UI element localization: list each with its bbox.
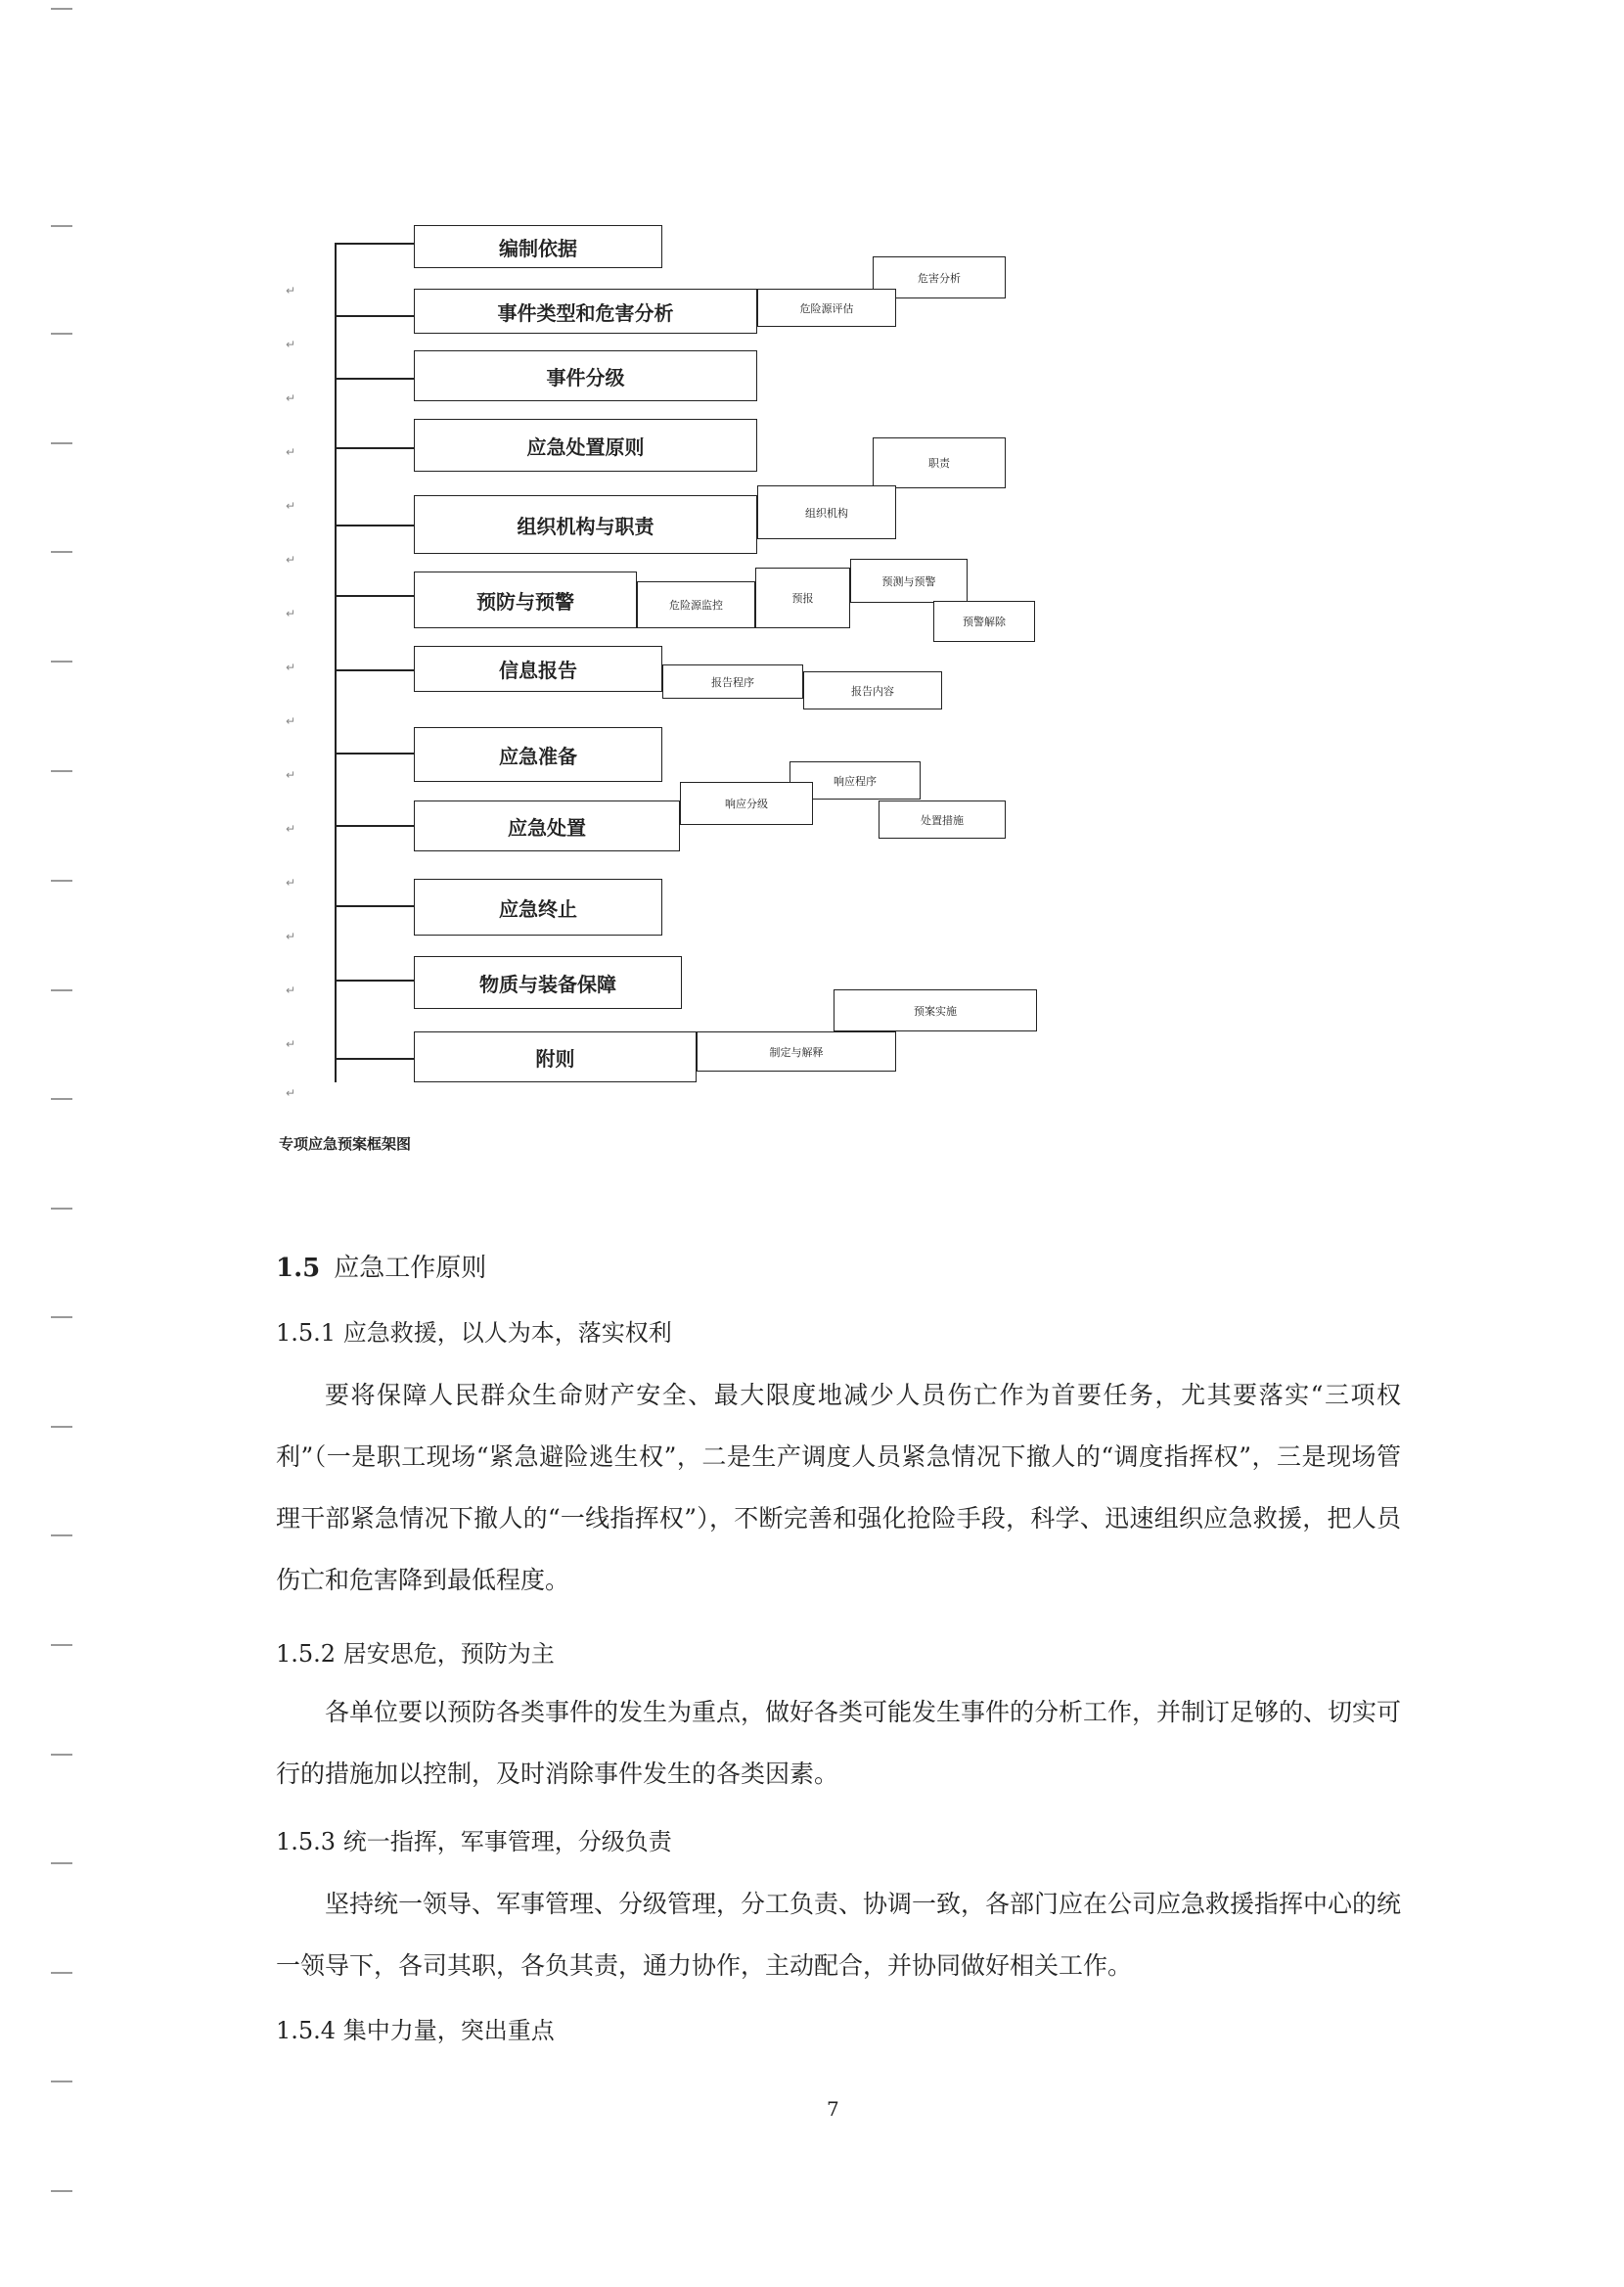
subsection-heading: 1.5.4 集中力量，突出重点: [276, 2017, 555, 2044]
diagram-sub-box: 危险源评估: [757, 289, 896, 327]
subsection-paragraph: [276, 1873, 1401, 1996]
connector: [335, 669, 415, 671]
connector: [335, 1058, 415, 1060]
diagram-box: 事件分级: [414, 350, 757, 401]
connector: [335, 595, 415, 597]
subsection-paragraph: [276, 1681, 1401, 1805]
connector: [335, 447, 415, 449]
diagram-sub-box: 职责: [873, 437, 1006, 488]
page-number: 7: [827, 2097, 839, 2121]
diagram-sub-box: 危害分析: [873, 256, 1006, 298]
section-number: 1.5: [276, 1254, 321, 1283]
connector: [335, 378, 415, 380]
diagram-sub-box: 报告程序: [662, 664, 803, 699]
diagram-box: 组织机构与职责: [414, 495, 757, 554]
diagram-box: 应急终止: [414, 879, 662, 936]
diagram-box: 事件类型和危害分析: [414, 289, 757, 334]
section-title: 应急工作原则: [334, 1254, 487, 1283]
connector: [335, 905, 415, 907]
connector: [335, 825, 415, 827]
diagram-sub-box: 处置措施: [879, 800, 1006, 839]
diagram-sub-box: 报告内容: [803, 671, 942, 709]
diagram-sub-box: 预案实施: [834, 989, 1037, 1031]
connector: [335, 243, 415, 245]
connector: [335, 980, 415, 982]
diagram-caption: 专项应急预案框架图: [279, 1135, 412, 1153]
diagram-sub-box: 组织机构: [757, 485, 896, 539]
diagram-sub-box: 预报: [755, 568, 850, 628]
connector: [335, 525, 415, 526]
diagram-sub-box: 响应程序: [789, 761, 921, 800]
subsection-paragraph: [276, 1364, 1401, 1611]
diagram-box: 附则: [414, 1031, 697, 1082]
paragraph-text: 坚持统一领导、军事管理、分级管理，分工负责、协调一致，各部门应在公司应急救援指挥中心的统一领导下，各司其职，各负其责，通力协作，主动配合，并协同做好相关工作。: [276, 1890, 1402, 1980]
subsection-heading: 1.5.2 居安思危，预防为主: [276, 1640, 555, 1668]
diagram-box: 物质与装备保障: [414, 956, 682, 1009]
diagram-box: 应急准备: [414, 727, 662, 782]
diagram-box: 应急处置原则: [414, 419, 757, 472]
diagram-sub-box: 预测与预警: [850, 559, 968, 603]
diagram-box: 编制依据: [414, 225, 662, 268]
section-heading: [276, 1248, 486, 1284]
diagram-sub-box: 危险源监控: [637, 581, 755, 628]
paragraph-text: 要将保障人民群众生命财产安全、最大限度地减少人员伤亡作为首要任务，尤其要落实“三项权利”（一是职工现场“紧急避险逃生权”，二是生产调度人员紧急情况下撤人的“调度指挥权”，三是现场管理干部紧急情况下撤人的“一线指挥权”），不断完善和强化抢险手段，科学、迅速组织应急救援，把人员伤亡和危害降到最低程度。: [276, 1381, 1401, 1594]
paragraph-text: 各单位要以预防各类事件的发生为重点，做好各类可能发生事件的分析工作，并制订足够的、切实可行的措施加以控制，及时消除事件发生的各类因素。: [276, 1698, 1402, 1788]
diagram-sub-box: 制定与解释: [697, 1031, 896, 1072]
diagram-sub-box: 预警解除: [933, 601, 1035, 642]
subsection-heading: 1.5.3 统一指挥，军事管理，分级负责: [276, 1828, 672, 1855]
diagram-box: 信息报告: [414, 646, 662, 692]
connector: [335, 315, 415, 317]
diagram-box: 预防与预警: [414, 572, 637, 628]
diagram-sub-box: 响应分级: [680, 782, 813, 825]
diagram-box: 应急处置: [414, 800, 680, 851]
subsection-heading: 1.5.1 应急救援，以人为本，落实权利: [276, 1319, 672, 1347]
diagram-spine: [335, 243, 337, 1082]
connector: [335, 753, 415, 755]
